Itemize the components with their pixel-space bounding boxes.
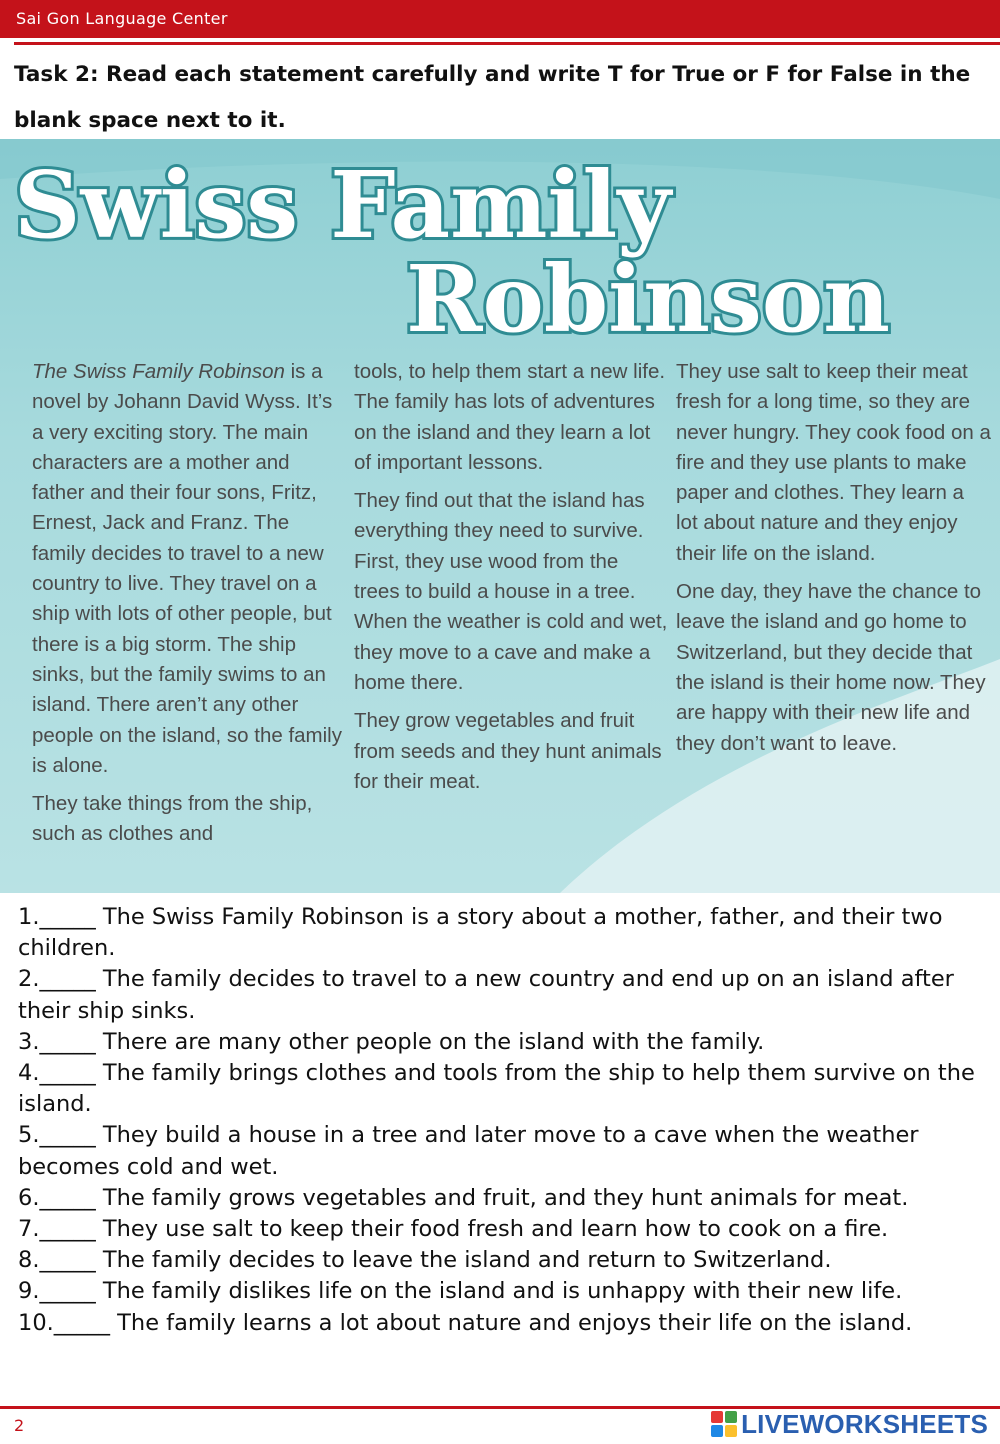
page-number: 2 bbox=[14, 1416, 25, 1435]
question-2[interactable]: 2._____ The family decides to travel to a new country and end up on an island after their ship sinks. bbox=[18, 966, 954, 1024]
reading-column-3 bbox=[676, 357, 991, 767]
col1-paragraph-2: They take things from the ship, such as clothes and bbox=[32, 792, 313, 846]
brand-name: LIVEWORKSHEETS bbox=[741, 1408, 988, 1439]
liveworksheets-brand[interactable] bbox=[711, 1409, 988, 1439]
question-8[interactable]: 8._____ The family decides to leave the island and return to Switzerland. bbox=[18, 1247, 832, 1274]
col3-paragraph-2: One day, they have the chance to leave the island and go home to Switzerland, but they decide that the island is their home now. They are happy with their new life and they don’t want to leave. bbox=[676, 580, 986, 755]
liveworksheets-logo-icon bbox=[711, 1411, 737, 1437]
header-bar bbox=[0, 0, 1000, 38]
col2-paragraph-2: They find out that the island has everything they need to survive. First, they use wood from the trees to build a house in a tree. When the weather is cold and wet, they move to a cave and make a home there. bbox=[354, 489, 668, 694]
question-4[interactable]: 4._____ The family brings clothes and tools from the ship to help them survive on the island. bbox=[18, 1060, 975, 1118]
true-false-questions bbox=[18, 902, 988, 1339]
task-instructions: Task 2: Read each statement carefully and write T for True or F for False in the blank space next to it. bbox=[14, 62, 971, 133]
col2-paragraph-3: They grow vegetables and fruit from seeds and they hunt animals for their meat. bbox=[354, 709, 662, 793]
reading-column-1 bbox=[32, 357, 347, 858]
center-name: Sai Gon Language Center bbox=[16, 9, 228, 28]
question-6[interactable]: 6._____ The family grows vegetables and fruit, and they hunt animals for meat. bbox=[18, 1184, 909, 1211]
question-9[interactable]: 9._____ The family dislikes life on the island and is unhappy with their new life. bbox=[18, 1278, 903, 1305]
reading-panel bbox=[0, 139, 1000, 893]
title-line-1: Swiss Family bbox=[14, 151, 671, 259]
header-divider bbox=[14, 42, 1000, 45]
title-line-2: Robinson bbox=[406, 245, 891, 347]
novel-title-italic: The Swiss Family Robinson bbox=[32, 360, 285, 383]
question-3[interactable]: 3._____ There are many other people on the island with the family. bbox=[18, 1028, 765, 1055]
reading-column-2 bbox=[354, 357, 669, 805]
question-1[interactable]: 1._____ The Swiss Family Robinson is a story about a mother, father, and their two children. bbox=[18, 904, 943, 962]
question-5[interactable]: 5._____ They build a house in a tree and later move to a cave when the weather becomes cold and wet. bbox=[18, 1122, 919, 1180]
col1-paragraph-1-text: is a novel by Johann David Wyss. It’s a very exciting story. The main characters are a mother and father and their four sons, Fritz, Ernest, Jack and Franz. The family decides to travel to a new country to live. They travel on a ship with lots of other people, but there is a big storm. The ship sinks, but the family swims to an island. There aren’t any other people on the island, so the family is alone. bbox=[32, 360, 342, 777]
question-10[interactable]: 10._____ The family learns a lot about nature and enjoys their life on the island. bbox=[18, 1309, 913, 1336]
col1-paragraph-1 bbox=[32, 357, 347, 781]
col3-paragraph-1: They use salt to keep their meat fresh for a long time, so they are never hungry. They cook food on a fire and they use plants to make paper and clothes. They learn a lot about nature and they enjoy their life on the island. bbox=[676, 360, 991, 565]
col2-paragraph-1: tools, to help them start a new life. The family has lots of adventures on the island and they learn a lot of important lessons. bbox=[354, 360, 666, 474]
story-title-art bbox=[8, 147, 998, 347]
question-7[interactable]: 7._____ They use salt to keep their food fresh and learn how to cook on a fire. bbox=[18, 1216, 889, 1243]
